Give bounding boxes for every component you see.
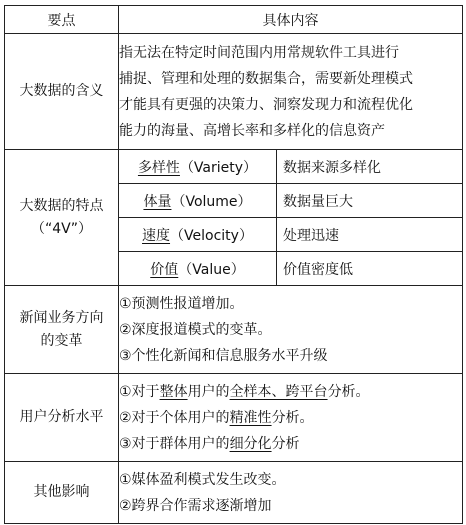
meaning-line: 捕捉、管理和处理的数据集合，需要新处理模式 bbox=[119, 70, 413, 87]
list-item: ②跨界合作需求逐渐增加 bbox=[119, 497, 272, 514]
feature-row bbox=[119, 184, 462, 218]
item-text: ③对于群体用户的 bbox=[119, 435, 230, 452]
table-row bbox=[5, 34, 463, 150]
meaning-line: 指无法在特定时间范围内用常规软件工具进行 bbox=[119, 44, 399, 61]
feature-desc: 数据量巨大 bbox=[277, 184, 463, 218]
table-row bbox=[5, 150, 463, 286]
row-label-other: 其他影响 bbox=[5, 462, 119, 524]
row-label-user-analysis: 用户分析水平 bbox=[5, 374, 119, 462]
features-subtable bbox=[119, 150, 462, 285]
feature-term-cn: 速度 bbox=[142, 227, 171, 244]
item-underlined: 整体 bbox=[159, 383, 188, 400]
meaning-text bbox=[119, 34, 463, 150]
table-row bbox=[5, 374, 463, 462]
feature-term-cn: 多样性 bbox=[137, 159, 180, 176]
row-label-news bbox=[5, 286, 119, 374]
features-subtable-cell bbox=[119, 150, 463, 286]
table-row bbox=[5, 286, 463, 374]
list-item bbox=[119, 431, 462, 457]
feature-desc: 价值密度低 bbox=[283, 261, 353, 278]
features-label-line1: 大数据的特点 bbox=[19, 197, 104, 214]
feature-desc: 处理迅速 bbox=[277, 218, 463, 252]
features-label-line2: （“4V”） bbox=[31, 220, 92, 237]
feature-row bbox=[119, 252, 462, 286]
item-underlined: 细分化 bbox=[229, 435, 272, 452]
meaning-line: 才能具有更强的决策力、洞察发现力和流程优化 bbox=[119, 96, 413, 113]
item-text: 用户的 bbox=[187, 383, 230, 400]
feature-term bbox=[119, 184, 277, 218]
summary-table bbox=[4, 5, 463, 524]
news-label-line1: 新闻业务方向 bbox=[19, 309, 104, 326]
list-item: ③个性化新闻和信息服务水平升级 bbox=[119, 347, 328, 364]
feature-term-cn: 体量 bbox=[143, 193, 172, 210]
user-analysis-items bbox=[119, 374, 463, 462]
item-text: 分析。 bbox=[271, 409, 314, 426]
item-underlined: 全样本、跨平台 bbox=[229, 383, 328, 400]
item-text: ②对于个体用户的 bbox=[119, 409, 230, 426]
list-item: ②深度报道模式的变革。 bbox=[119, 321, 272, 338]
header-details: 具体内容 bbox=[119, 6, 463, 34]
row-label-meaning: 大数据的含义 bbox=[5, 34, 119, 150]
item-text: ①对于 bbox=[119, 383, 160, 400]
header-key-points: 要点 bbox=[5, 6, 119, 34]
table-row bbox=[5, 462, 463, 524]
news-items bbox=[119, 286, 463, 374]
meaning-line: 能力的海量、高增长率和多样化的信息资产 bbox=[119, 122, 385, 139]
feature-row bbox=[119, 150, 462, 184]
feature-desc: 数据来源多样化 bbox=[277, 150, 463, 184]
feature-term-en: （Value） bbox=[178, 261, 245, 278]
item-underlined: 精准性 bbox=[229, 409, 272, 426]
feature-term bbox=[119, 218, 277, 252]
list-item: ①预测性报道增加。 bbox=[119, 295, 244, 312]
table-header-row bbox=[5, 6, 463, 34]
feature-term bbox=[119, 150, 277, 184]
feature-term-en: （Volume） bbox=[171, 193, 252, 210]
row-label-features bbox=[5, 150, 119, 286]
item-text: 分析。 bbox=[327, 383, 370, 400]
list-item bbox=[119, 379, 462, 405]
other-items bbox=[119, 462, 463, 524]
feature-term-en: （Velocity） bbox=[170, 227, 253, 244]
item-text: 分析 bbox=[271, 435, 300, 452]
list-item: ①媒体盈利模式发生改变。 bbox=[119, 471, 286, 488]
news-label-line2: 的变革 bbox=[40, 332, 83, 349]
list-item bbox=[119, 405, 462, 431]
feature-term bbox=[119, 252, 277, 286]
feature-term-cn: 价值 bbox=[150, 261, 179, 278]
feature-term-en: （Variety） bbox=[179, 159, 258, 176]
feature-row bbox=[119, 218, 462, 252]
